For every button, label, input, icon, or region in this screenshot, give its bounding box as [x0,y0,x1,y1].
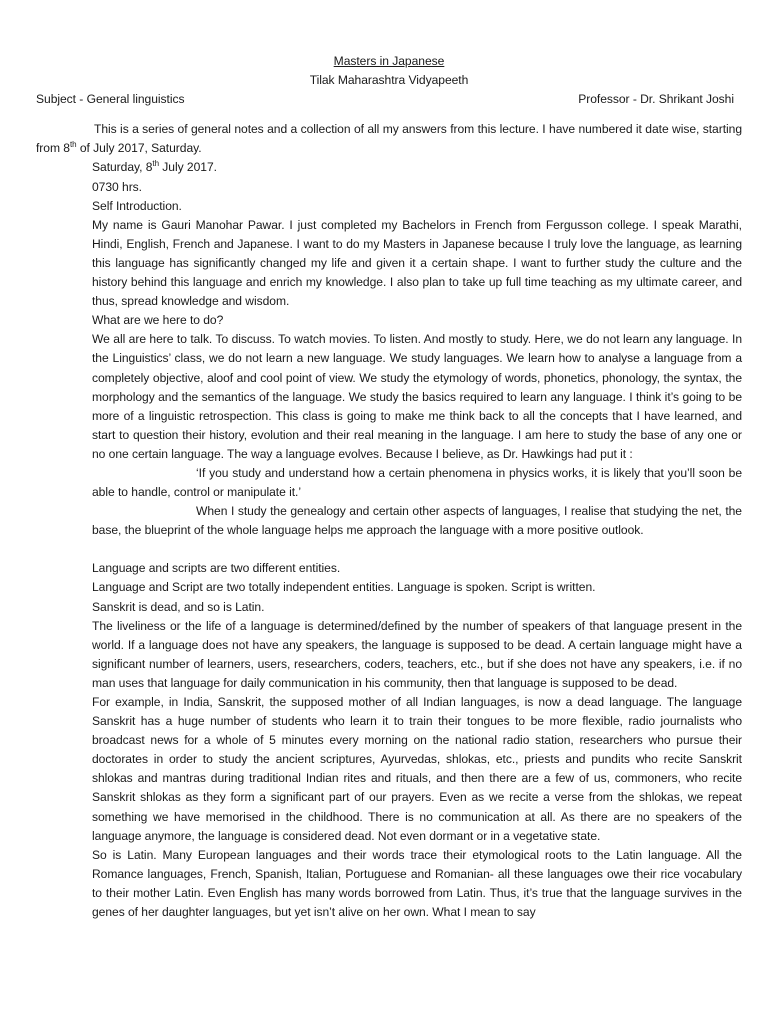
liveliness-paragraph: The liveliness or the life of a language is determined/defined by the number of speakers of that language present in the world. If a language does not have any speakers, the language is supposed to be dead. A certain language might have a significant number of learners, users, researchers, coders, teachers, etc., but if she does not have any speakers, i.e. if no man uses that language for daily communication in his community, then that language is supposed to be dead. [92,618,742,690]
why-paragraph: We all are here to talk. To discuss. To watch movies. To listen. And mostly to study. Here, we do not learn any language. In the Linguistics’ class, we do not learn a new language. We study languages. We learn how to analyse a language from a completely objective, aloof and cool point of view. We study the etymology of words, phonetics, phonology, the syntax, the morphology and the semantics of the language. We study the basics required to learn any language. I think it’s going to be more of a linguistic retrospection. This class is going to make me think back to all the concepts that I have learned, and start to question their history, evolution and their real meaning in the language. I am here to study the base of any one or no one certain language. The way a language evolves. Because I believe, as Dr. Hawkings had put it : [92,332,742,461]
institute-name: Tilak Maharashtra Vidyapeeth [309,73,469,88]
intro-paragraph: This is a series of general notes and a collection of all my answers from this lecture. I have numbered it date wise, starting from 8th of July 2017, Saturday. [36,122,742,156]
subject-label: Subject - General linguistics [36,92,185,107]
header-spacer [36,109,742,120]
self-intro-paragraph: My name is Gauri Manohar Pawar. I just completed my Bachelors in French from Fergusson college. I speak Marathi, Hindi, English, French and Japanese. I want to do my Masters in Japanese because I truly love the language, as learning this language has significantly changed my life and given it a certain shape. I want to further study the culture and the history behind this language and enrich my knowledge. I also plan to take up full time teaching as my ultimate career, and thus, spread knowledge and wisdom. [92,217,742,309]
sanskrit-paragraph: For example, in India, Sanskrit, the supposed mother of all Indian languages, is now a dead language. The language Sanskrit has a huge number of students who learn it to train their tongues to be more flexible, radio journalists who broadcast news for a whole of 5 minutes every morning on the national radio station, researchers who pursue their doctorates in order to study the ancient scriptures, Ayurvedas, shlokas, etc., priests and pundits who recite Sanskrit shlokas and mantras during traditional Indian rites and rituals, and then there are a few of us, commoners, who recite Sanskrit shlokas as they form a significant part of our prayers. Even as we recite a verse from the shlokas, we repeat something we have memorised in the childhood. There is no communication at all. As there are no speakers of the language anymore, the language is considered dead. Not even dormant or in a vegetative state. [92,695,742,843]
section2-line1: Language and scripts are two different entities. [92,561,341,576]
hawking-quote: ‘If you study and understand how a certain phenomena in physics works, it is likely that you’ll soon be able to handle, control or manipulate it.’ [92,465,742,500]
section2-line3: Sanskrit is dead, and so is Latin. [92,599,265,614]
entry-time: 0730 hrs. [92,179,142,194]
latin-paragraph: So is Latin. Many European languages and their words trace their etymological roots to the Latin language. All the Romance languages, French, Spanish, Italian, Portuguese and Romanian- all these languages owe their rice vocabulary to their mother Latin. Even English has many words borrowed from Latin. Thus, it’s true that the language survives in the genes of her daughter languages, but yet isn’t alive on her own. What I mean to say [92,847,742,920]
subject-row [36,90,742,109]
document-title: Masters in Japanese [333,54,445,68]
entry-date: Saturday, 8th July 2017. [92,159,217,175]
section-gap [36,540,742,559]
professor-label: Professor - Dr. Shrikant Joshi [578,92,734,107]
self-intro-heading: Self Introduction. [92,198,182,213]
genealogy-paragraph: When I study the genealogy and certain other aspects of languages, I realise that studying the net, the base, the blueprint of the whole language helps me approach the language with a more positive outlook. [92,504,742,538]
section2-line2: Language and Script are two totally independent entities. Language is spoken. Script is written. [92,580,596,595]
why-heading: What are we here to do? [92,313,224,328]
